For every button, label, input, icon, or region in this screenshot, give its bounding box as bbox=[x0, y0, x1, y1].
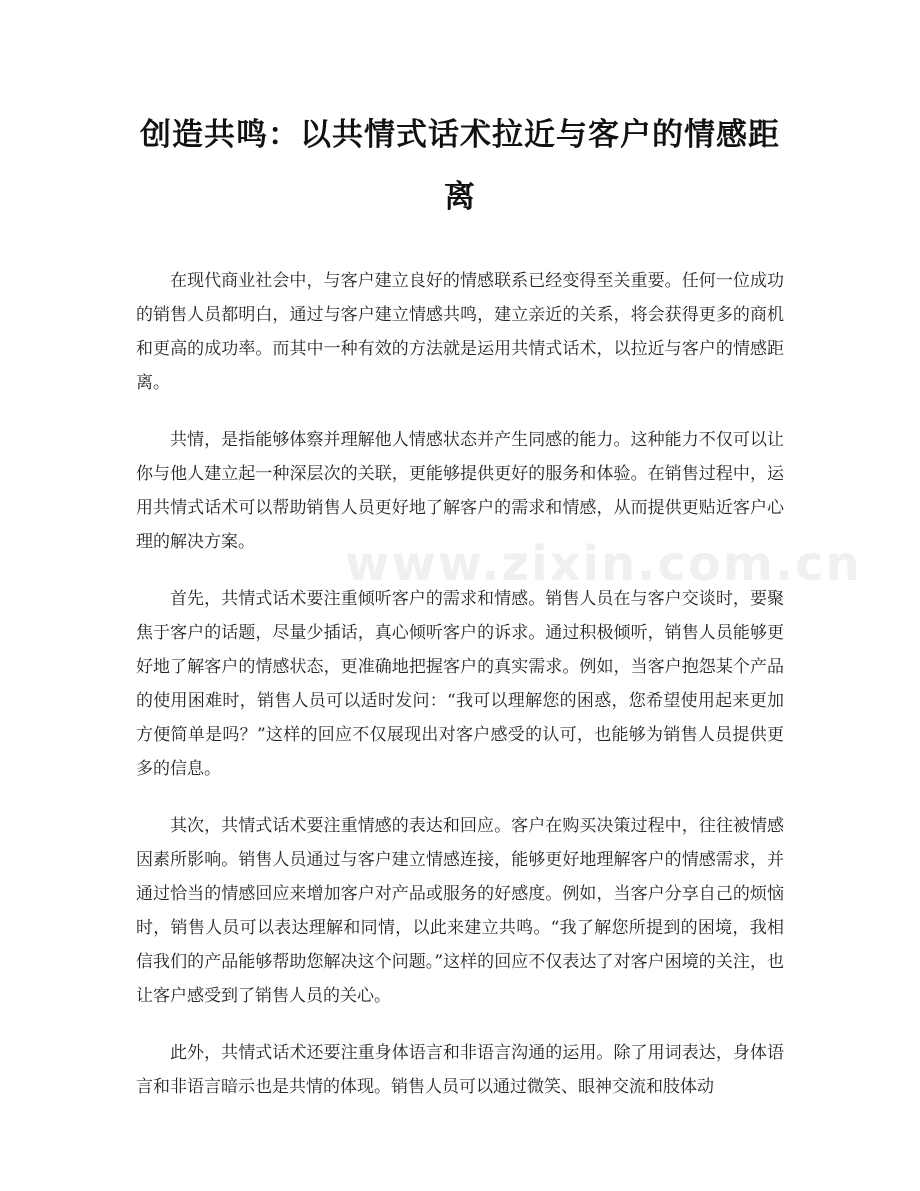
paragraph-1: 在现代商业社会中，与客户建立良好的情感联系已经变得至关重要。任何一位成功的销售人员都明白，通过与客户建立情感共鸣，建立亲近的关系，将会获得更多的商机和更高的成功率。而其中一种有效的方法就是运用共情式话术，以拉近与客户的情感距离。 bbox=[136, 271, 784, 393]
document-body bbox=[136, 264, 784, 1104]
paragraph-5: 此外，共情式话术还要注重身体语言和非语言沟通的运用。除了用词表达，身体语言和非语言暗示也是共情的体现。销售人员可以通过微笑、眼神交流和肢体动 bbox=[136, 1043, 784, 1097]
page-title: 创造共鸣：以共情式话术拉近与客户的情感距离 bbox=[140, 117, 780, 215]
paragraph-4: 其次，共情式话术要注重情感的表达和回应。客户在购买决策过程中，往往被情感因素所影响。销售人员通过与客户建立情感连接，能够更好地理解客户的情感需求，并通过恰当的情感回应来增加客户对产品或服务的好感度。例如，当客户分享自己的烦恼时，销售人员可以表达理解和同情，以此来建立共鸣。“我了解您所提到的困境，我相信我们的产品能够帮助您解决这个问题。”这样的回应不仅表达了对客户困境的关注，也让客户感受到了销售人员的关心。 bbox=[136, 816, 784, 1006]
watermark: www.zixin.com.cn bbox=[345, 536, 862, 592]
paragraph-3: 首先，共情式话术要注重倾听客户的需求和情感。销售人员在与客户交谈时，要聚焦于客户的话题，尽量少插话，真心倾听客户的诉求。通过积极倾听，销售人员能够更好地了解客户的情感状态，更准确地把握客户的真实需求。例如，当客户抱怨某个产品的使用困难时，销售人员可以适时发问：“我可以理解您的困惑，您希望使用起来更加方便简单是吗？”这样的回应不仅展现出对客户感受的认可，也能够为销售人员提供更多的信息。 bbox=[136, 589, 784, 779]
paragraph-2: 共情，是指能够体察并理解他人情感状态并产生同感的能力。这种能力不仅可以让你与他人建立起一种深层次的关联，更能够提供更好的服务和体验。在销售过程中，运用共情式话术可以帮助销售人员更好地了解客户的需求和情感，从而提供更贴近客户心理的解决方案。 bbox=[136, 430, 784, 552]
